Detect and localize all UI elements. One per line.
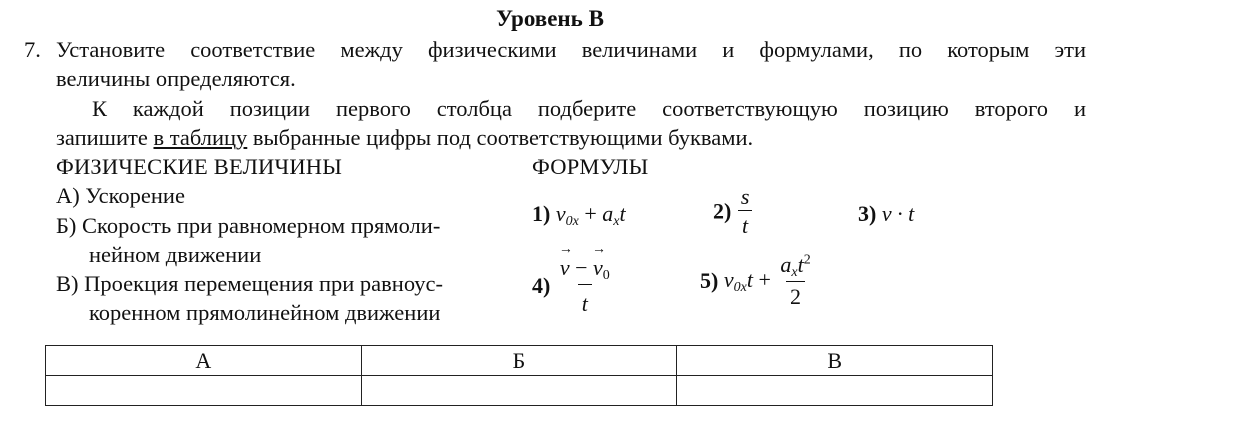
formula-5 bbox=[700, 252, 815, 310]
formula-4-denominator: t bbox=[578, 284, 592, 317]
formula-4-v: → v bbox=[560, 255, 570, 281]
formula-4 bbox=[532, 255, 614, 317]
formula-4-fraction bbox=[556, 255, 614, 317]
formula-1-a: a bbox=[602, 201, 614, 226]
formulas-header: ФОРМУЛЫ bbox=[532, 154, 649, 179]
quantity-item-c-cont: коренном прямолинейном движении bbox=[89, 300, 441, 325]
formula-4-v0: → v bbox=[593, 255, 603, 281]
task-text-line-4 bbox=[56, 125, 753, 151]
formula-2-numerator: s bbox=[740, 184, 750, 209]
quantity-item-b-cont: нейном движении bbox=[89, 242, 262, 267]
formula-1-v-sub: 0x bbox=[565, 214, 579, 229]
formula-5-a-sub: x bbox=[791, 265, 798, 280]
formula-2-number: 2) bbox=[713, 198, 732, 224]
quantity-item-b: Б) Скорость при равномерном прямоли- bbox=[56, 213, 441, 238]
formula-4-minus: − bbox=[575, 255, 588, 280]
formula-5-t: t bbox=[746, 266, 753, 292]
formula-2-denominator: t bbox=[738, 210, 752, 239]
formula-1-number: 1) bbox=[532, 201, 551, 226]
quantities-header: ФИЗИЧЕСКИЕ ВЕЛИЧИНЫ bbox=[56, 154, 343, 179]
formula-1-t: t bbox=[619, 201, 626, 226]
answer-table bbox=[45, 345, 993, 406]
quantity-item-a: А) Ускорение bbox=[56, 183, 185, 208]
formula-5-v-sub: 0x bbox=[733, 279, 747, 295]
formula-3-expression: v · t bbox=[881, 201, 915, 226]
formula-4-v0-sub: 0 bbox=[602, 268, 610, 283]
answer-cell-c[interactable] bbox=[677, 376, 993, 406]
formula-5-v: v bbox=[723, 266, 734, 292]
answer-cell-a[interactable] bbox=[46, 376, 362, 406]
formula-1-a-sub: x bbox=[613, 214, 620, 229]
formula-5-fraction bbox=[776, 252, 814, 310]
answer-cell-b[interactable] bbox=[361, 376, 677, 406]
formula-5-plus: + bbox=[758, 266, 771, 292]
answer-table-input-row bbox=[46, 376, 993, 406]
task-text-line-1: Установите соответствие между физическими величинами и формулами, по которым эти bbox=[56, 37, 1086, 62]
formula-5-power: 2 bbox=[803, 252, 811, 268]
formula-5-a: a bbox=[780, 252, 792, 277]
task-number: 7. bbox=[24, 37, 41, 62]
quantity-item-c: В) Проекция перемещения при равноус- bbox=[56, 271, 443, 296]
level-heading: Уровень В bbox=[496, 6, 604, 31]
table-reference: в таблицу bbox=[153, 125, 248, 150]
answer-header-b: Б bbox=[361, 346, 677, 376]
task-text-line-3: К каждой позиции первого столбца подберите соответствующую позицию второго и bbox=[92, 96, 1086, 121]
formula-5-denominator: 2 bbox=[786, 281, 805, 310]
formula-1 bbox=[532, 201, 626, 230]
answer-header-a: А bbox=[46, 346, 362, 376]
formula-5-number: 5) bbox=[700, 268, 719, 293]
formula-5-numerator bbox=[776, 252, 814, 281]
task-text-line-2: величины определяются. bbox=[56, 66, 296, 91]
answer-header-c: В bbox=[677, 346, 993, 376]
answer-table-header-row bbox=[46, 346, 993, 376]
formula-1-v: v bbox=[555, 201, 566, 226]
formula-1-plus: + bbox=[584, 201, 597, 226]
formula-2 bbox=[713, 184, 753, 239]
task-text-line-4-end: выбранные цифры под соответствующими буквами. bbox=[247, 125, 754, 150]
formula-3 bbox=[858, 201, 914, 227]
formula-3-number: 3) bbox=[858, 201, 877, 226]
formula-4-number: 4) bbox=[532, 273, 551, 298]
formula-2-fraction bbox=[737, 184, 754, 239]
formula-4-numerator bbox=[556, 255, 614, 284]
formula-5-t2: t bbox=[797, 252, 804, 277]
task-text-line-4-start: запишите bbox=[56, 125, 154, 150]
